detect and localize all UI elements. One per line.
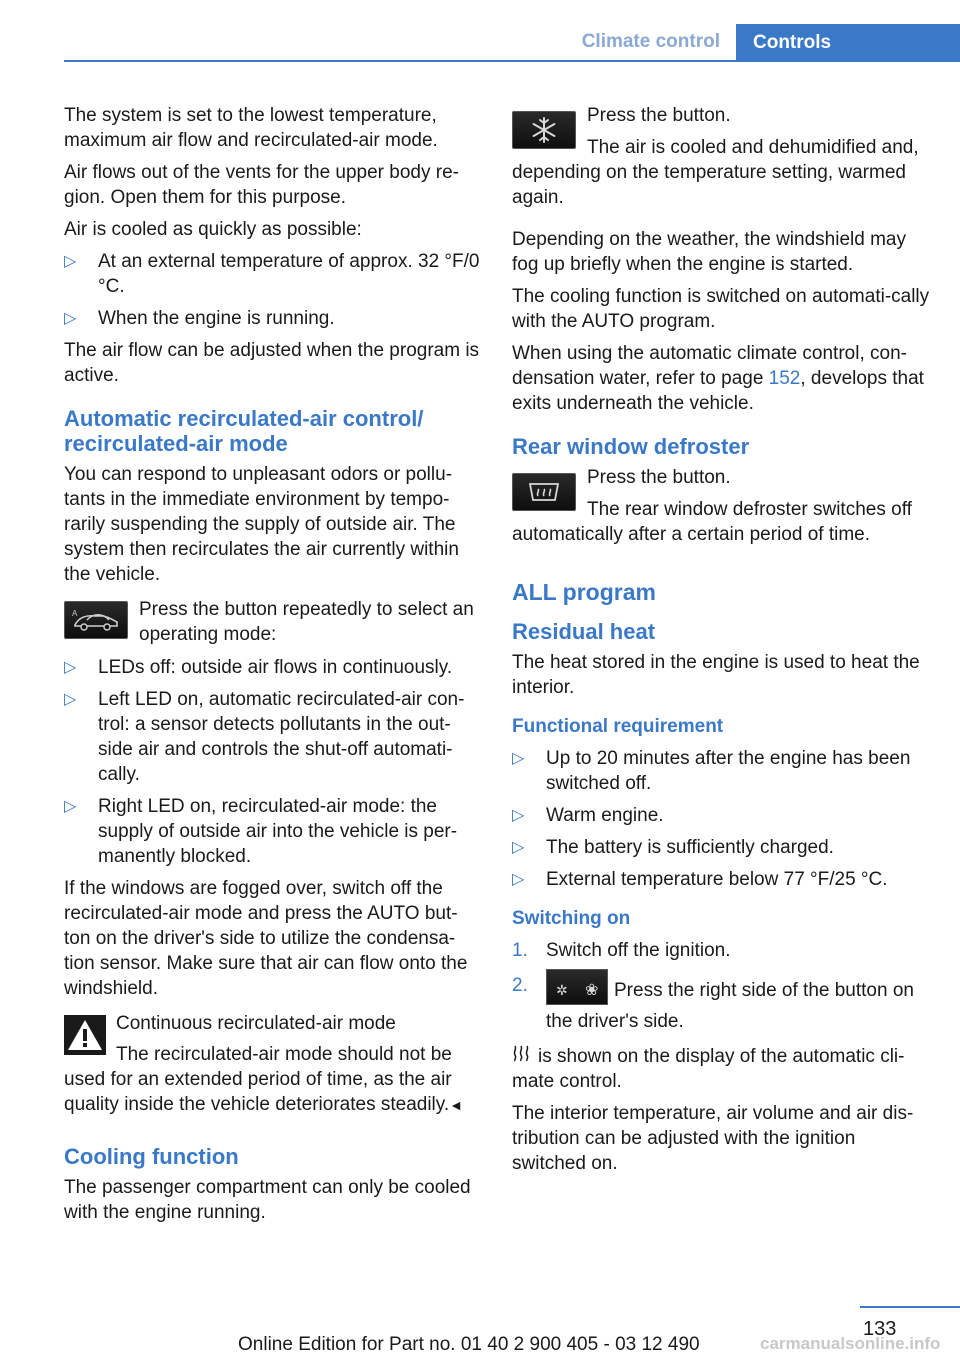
paragraph: The passenger compartment can only be cooled with the engine running. (64, 1177, 471, 1223)
button-instruction-text: Press the button repeatedly to select an operating mode: (139, 599, 474, 645)
recirculated-air-button-icon (64, 601, 128, 639)
section-heading-rear-defroster: Rear window defroster (512, 434, 750, 459)
cooling-button-icon (512, 111, 576, 149)
header-tab (736, 24, 960, 61)
paragraph: The heat stored in the engine is used to heat the interior. (512, 652, 920, 698)
list-item: ▷ At an external temperature of approx. 32 °F/0 °C. (64, 251, 480, 297)
list-item: ▷ The battery is sufficiently charged. (512, 837, 834, 858)
button-instruction-text: Press the button. (587, 467, 731, 488)
rear-defroster-button-instruction (512, 465, 930, 554)
end-mark-icon: ◄ (449, 1097, 463, 1113)
button-instruction-text: The air is cooled and dehumidified and, depending on the temperature setting, warmed again. (512, 137, 919, 208)
step-item: 1. Switch off the ignition. (512, 940, 731, 961)
triangle-bullet-icon: ▷ (512, 807, 525, 824)
warning-title: Continuous recirculated-air mode (116, 1013, 396, 1034)
triangle-bullet-icon: ▷ (512, 839, 525, 856)
button-instruction-text: The rear window defroster switches off automatically after a certain period of time. (512, 499, 912, 545)
triangle-bullet-icon: ▷ (64, 798, 77, 815)
watermark: carmanualsonline.info (760, 1334, 941, 1353)
triangle-bullet-icon: ▷ (64, 310, 77, 327)
bullet-list (512, 746, 930, 892)
paragraph: When using the automatic climate control, con-densation water, refer to page 152, develops that exits underneath the vehicle. (512, 343, 924, 414)
triangle-bullet-icon: ▷ (512, 750, 525, 767)
recirculated-air-button-instruction (64, 597, 482, 647)
right-column (512, 103, 930, 1183)
footer-rule (860, 1306, 960, 1308)
edition-footer: Online Edition for Part no. 01 40 2 900 405 - 03 12 490 (238, 1334, 700, 1355)
step-item: 2. ✲ ❀ Press the right side of the button on the driver's side. (512, 973, 930, 1034)
button-instruction-text: Press the button. (587, 105, 731, 126)
triangle-bullet-icon: ▷ (64, 659, 77, 676)
list-item: ▷ When the engine is running. (64, 308, 335, 329)
paragraph: Depending on the weather, the windshield may fog up briefly when the engine is started. (512, 229, 906, 275)
triangle-bullet-icon: ▷ (64, 691, 77, 708)
subheading-functional-requirement: Functional requirement (512, 716, 724, 737)
page-header (0, 0, 960, 62)
paragraph: The cooling function is switched on automati-cally with the AUTO program. (512, 286, 930, 332)
numbered-steps (512, 938, 930, 1034)
list-item: ▷ External temperature below 77 °F/25 °C. (512, 869, 888, 890)
svg-text:A: A (72, 609, 78, 618)
paragraph: The interior temperature, air volume and air dis-tribution can be adjusted with the ignition switched on. (512, 1103, 914, 1174)
bullet-list (64, 655, 482, 869)
left-column (64, 103, 482, 1232)
paragraph: You can respond to unpleasant odors or pollu-tants in the immediate environment by tempo-rarily suspending the supply of outside air. The system then recirculates the air currently within the vehicle. (64, 464, 459, 585)
paragraph: Air flows out of the vents for the upper body re-gion. Open them for this purpose. (64, 162, 459, 208)
page-number: 133 (863, 1318, 897, 1340)
cooling-button-instruction (512, 103, 930, 217)
section-heading-residual-heat: Residual heat (512, 619, 656, 644)
rear-defroster-button-icon (512, 473, 576, 511)
list-item: ▷ Left LED on, automatic recirculated-air con-trol: a sensor detects pollutants in the out-side air and controls the shut-off automati-cally. (64, 689, 465, 785)
paragraph: Air is cooled as quickly as possible: (64, 219, 362, 240)
list-item: ▷ Warm engine. (512, 805, 664, 826)
section-heading-recirculated-air: Automatic recirculated-air control/ recirculated-air mode (64, 406, 424, 456)
section-heading-all-program: ALL program (512, 579, 656, 605)
paragraph: If the windows are fogged over, switch off the recirculated-air mode and press the AUTO but-ton on the driver's side to utilize the condensa-tion sensor. Make sure that air can flow onto the windshield. (64, 878, 468, 999)
subheading-switching-on: Switching on (512, 908, 631, 929)
triangle-bullet-icon: ▷ (64, 253, 77, 270)
triangle-bullet-icon: ▷ (512, 871, 525, 888)
warning-triangle-icon (64, 1015, 106, 1055)
header-section-title: Climate control (581, 31, 720, 52)
page-reference-link[interactable]: 152 (768, 368, 801, 389)
warning-note (64, 1011, 482, 1118)
header-rule (64, 60, 960, 62)
fan-button-icon: ✲ ❀ (546, 969, 608, 1005)
paragraph: The air flow can be adjusted when the program is active. (64, 340, 480, 386)
list-item: ▷ LEDs off: outside air flows in continuously. (64, 657, 453, 678)
bullet-list (64, 249, 482, 331)
paragraph: is shown on the display of the automatic cli-mate control. (512, 1046, 905, 1092)
section-heading-cooling: Cooling function (64, 1144, 239, 1169)
header-tab-label: Controls (753, 32, 832, 53)
list-item: ▷ Up to 20 minutes after the engine has been switched off. (512, 748, 911, 794)
paragraph: The system is set to the lowest temperature, maximum air flow and recirculated-air mode. (64, 105, 438, 151)
warning-text: The recirculated-air mode should not be used for an extended period of time, as the air quality inside the vehicle deteriorates steadily.◄ (64, 1042, 482, 1118)
residual-heat-symbol-icon (512, 1044, 530, 1069)
list-item: ▷ Right LED on, recirculated-air mode: the supply of outside air into the vehicle is per-manently blocked. (64, 796, 458, 867)
